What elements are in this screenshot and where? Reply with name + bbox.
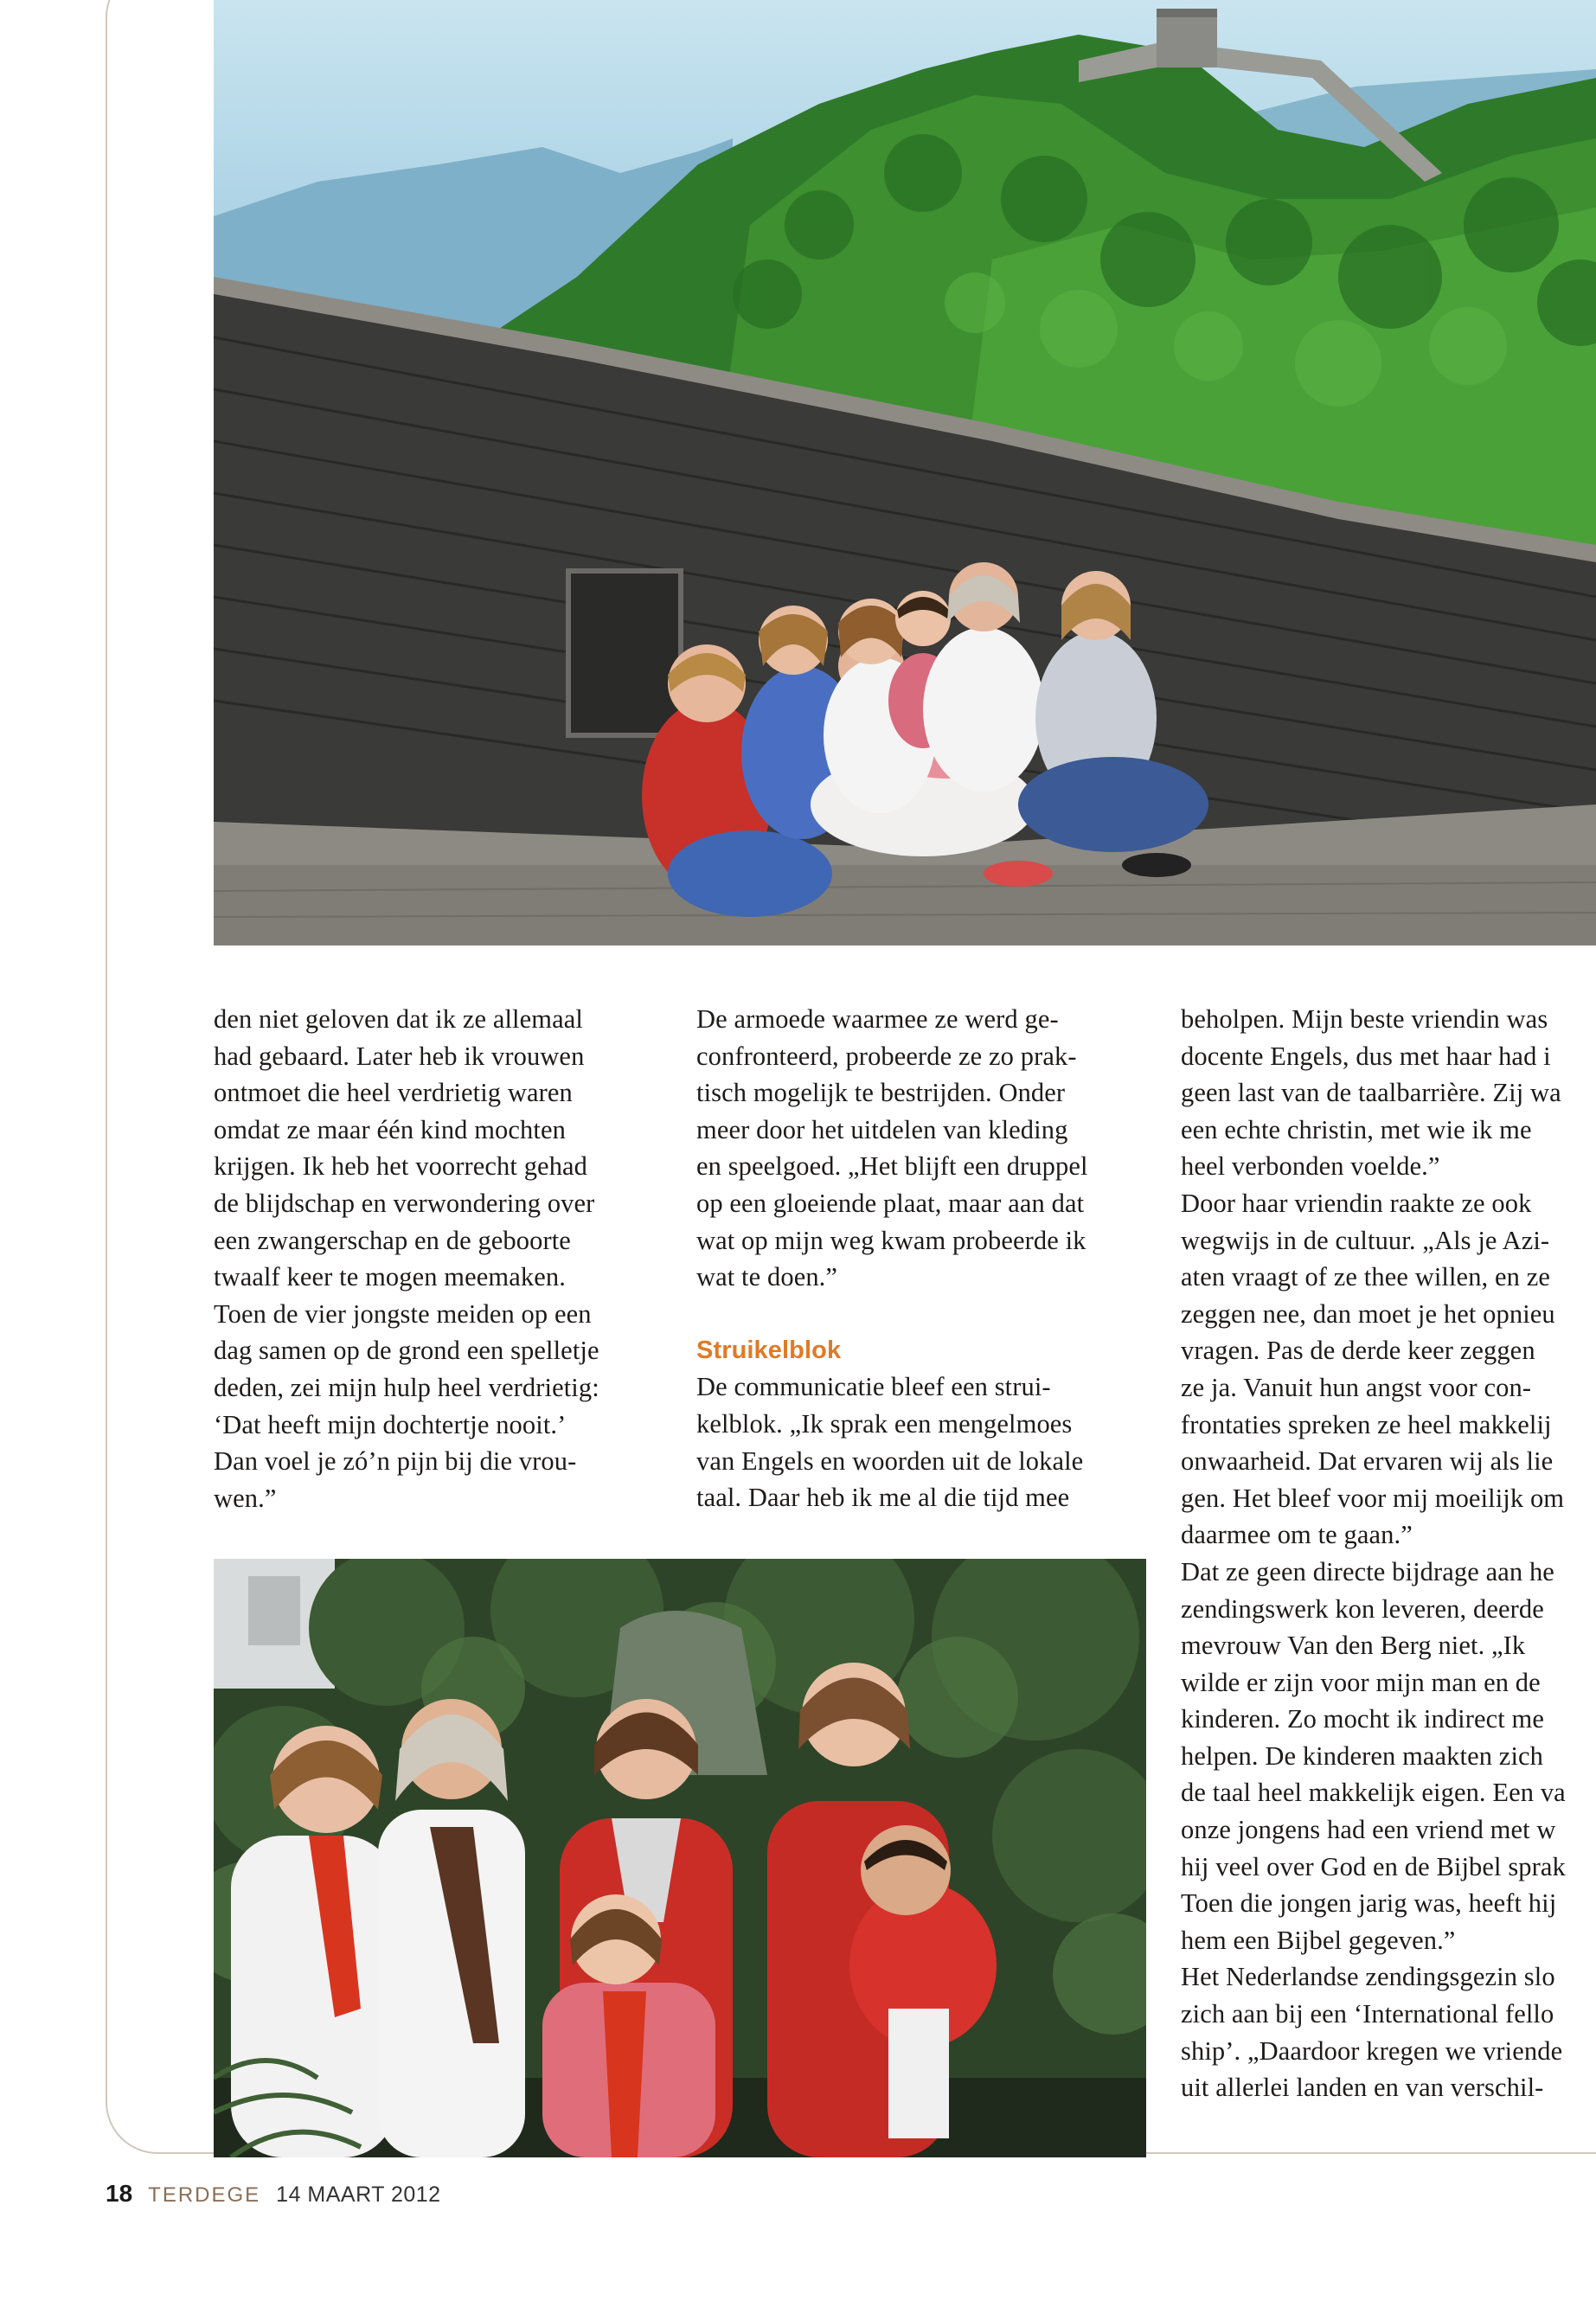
column3-paragraph-2: Door haar vriendin raakte ze ook wegwijs in de cultuur. „Als je Azi- aten vraagt of ze thee willen, en ze zeggen nee, dan moet je het opnieu vragen. Pas de derde keer zeggen ze ja. Vanuit hun angst voor con- frontaties spreken ze heel makkelij onwaarheid. Dat ervaren wij als lie gen. Het bleef voor mij moeilijk om daarmee om te gaan.” [1181, 1188, 1565, 1550]
text-column-2 [696, 1001, 1155, 1516]
column3-paragraph-1: beholpen. Mijn beste vriendin was docente Engels, dus met haar had i geen last van de taalbarrière. Zij wa een echte christin, met wie ik me heel verbonden voelde.” [1181, 1004, 1561, 1182]
page-number: 18 [106, 2180, 133, 2207]
text-column-3 [1181, 1001, 1596, 2106]
column2-paragraph-1: De armoede waarmee ze werd ge- confronteerd, probeerde ze zo prak- tisch mogelijk te bestrijden. Onder meer door het uitdelen van kleding en speelgoed. „Het blijft een druppel op een gloeiende plaat, maar aan dat wat op mijn weg kwam probeerde ik wat te doen.” [696, 1004, 1088, 1292]
page-footer [106, 2180, 441, 2208]
issue-date: 14 MAART 2012 [276, 2182, 441, 2207]
column2-paragraph-2: De communicatie bleef een strui- kelblok. „Ik sprak een mengelmoes van Engels en woorden uit de lokale taal. Daar heb ik me al die tijd mee [696, 1372, 1084, 1513]
subheading-struikelblok: Struikelblok [696, 1336, 842, 1364]
column3-paragraph-3: Dat ze geen directe bijdrage aan he zendingswerk kon leveren, deerde mevrouw Van den Berg niet. „Ik wilde er zijn voor mijn man en de kinderen. Zo mocht ik indirect me helpen. De kinderen maakten zich de taal heel makkelijk eigen. Een va onze jongens had een vriend met w hij veel over God en de Bijbel sprak Toen die jongen jarig was, heeft hij hem een Bijbel gegeven.” [1181, 1556, 1566, 1955]
text-column-1 [214, 1001, 685, 1516]
magazine-name: TERDEGE [148, 2183, 261, 2207]
great-wall-photo [214, 0, 1596, 945]
family-group-photo [214, 1559, 1146, 2157]
column1-text: den niet geloven dat ik ze allemaal had gebaard. Later heb ik vrouwen ontmoet die heel verdrietig waren omdat ze maar één kind mochten krijgen. Ik heb het voorrecht gehad de blijdschap en verwondering over een zwangerschap en de geboorte twaalf keer te mogen meemaken. Toen de vier jongste meiden op een dag samen op de grond een spelletje deden, zei mijn hulp heel verdrietig: ‘Dat heeft mijn dochtertje nooit.’ Dan voel je zó’n pijn bij die vrou- wen.” [214, 1004, 599, 1513]
column3-paragraph-4: Het Nederlandse zendingsgezin slo zich aan bij een ‘International fello ship’. „Daardoor kregen we vriende uit allerlei landen en van verschil- [1181, 1962, 1563, 2103]
